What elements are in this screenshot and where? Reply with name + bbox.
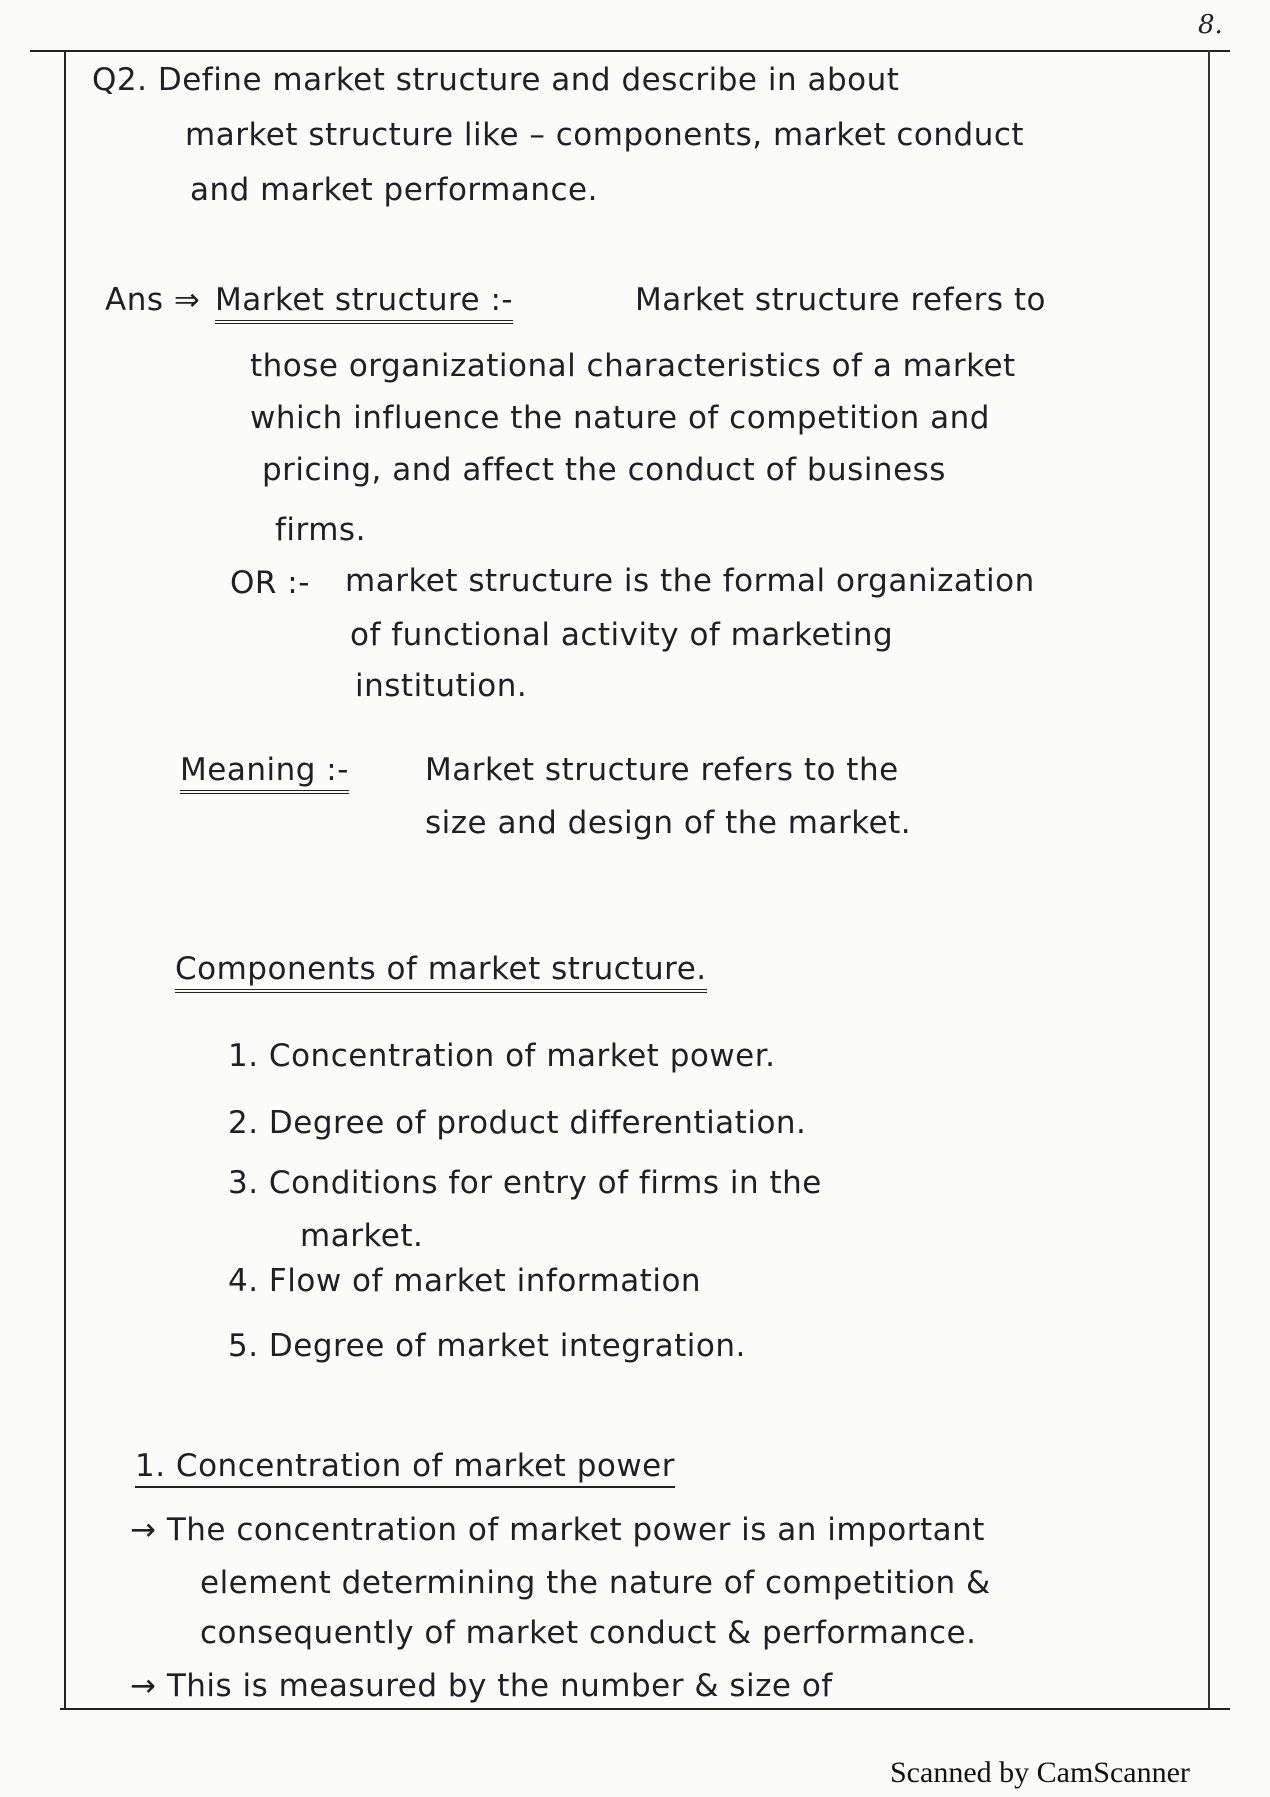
bottom-rule [60, 1708, 1230, 1710]
section1-line: → The concentration of market power is an important [130, 1512, 985, 1548]
component-item: 1. Concentration of market power. [228, 1038, 776, 1074]
margin-rule [64, 50, 66, 1710]
scanner-watermark: Scanned by CamScanner [890, 1756, 1190, 1789]
page-number: 8. [1198, 10, 1223, 40]
component-item: 2. Degree of product differentiation. [228, 1105, 807, 1141]
answer-line-3: pricing, and affect the conduct of business [262, 452, 946, 488]
answer-lead: Market structure refers to [635, 282, 1046, 318]
or-label: OR :- [230, 565, 310, 601]
section1-line: element determining the nature of competition & [200, 1565, 991, 1601]
question-line-3: and market performance. [190, 172, 598, 208]
answer-line-2: which influence the nature of competition and [250, 400, 990, 436]
section1-line: consequently of market conduct & performance. [200, 1615, 977, 1651]
top-rule [30, 50, 1230, 52]
right-rule [1208, 50, 1210, 1710]
meaning-line-1: Market structure refers to the [425, 752, 899, 788]
or-line-1: market structure is the formal organization [345, 563, 1035, 599]
question-line-1: Q2. Define market structure and describe in about [92, 62, 900, 98]
component-item: 5. Degree of market integration. [228, 1328, 746, 1364]
or-line-3: institution. [355, 668, 528, 704]
meaning-label: Meaning :- [180, 752, 349, 794]
section1-heading: 1. Concentration of market power [135, 1448, 675, 1488]
answer-heading: Market structure :- [215, 282, 513, 324]
answer-line-4: firms. [275, 512, 366, 548]
answer-prefix: Ans ⇒ [105, 282, 201, 318]
meaning-line-2: size and design of the market. [425, 805, 912, 841]
components-heading: Components of market structure. [175, 951, 707, 993]
or-line-2: of functional activity of marketing [350, 617, 894, 653]
component-item: 3. Conditions for entry of firms in the [228, 1165, 822, 1201]
component-item: market. [300, 1218, 424, 1254]
question-line-2: market structure like – components, market conduct [185, 117, 1025, 153]
answer-line-1: those organizational characteristics of a market [250, 348, 1016, 384]
component-item: 4. Flow of market information [228, 1263, 702, 1299]
section1-line: → This is measured by the number & size of [130, 1668, 833, 1704]
